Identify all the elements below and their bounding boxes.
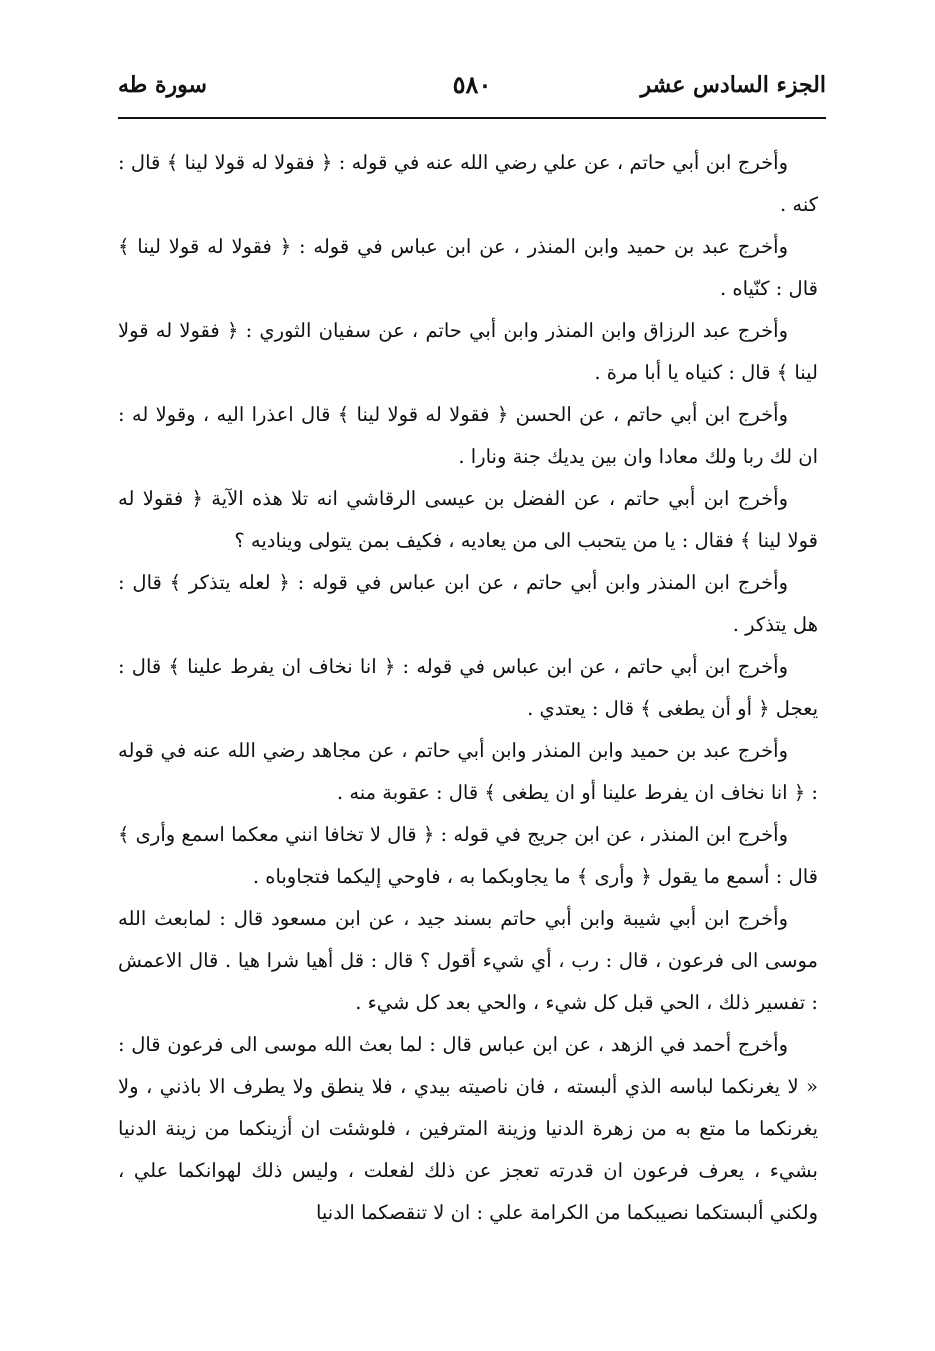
paragraph: وأخرج عبد بن حميد وابن المنذر وابن أبي حاتم ، عن مجاهد رضي الله عنه في قوله : ﴿ انا نخاف ان يفرط علينا أو ان يطغى ﴾ قال : عقوبة منه . — [118, 739, 818, 804]
paragraph: وأخرج ابن أبي شيبة وابن أبي حاتم بسند جيد ، عن ابن مسعود قال : لمابعث الله موسى الى فرعون ، قال : رب ، أي شيء أقول ؟ قال : قل أهيا شرا هيا . قال الاعمش : تفسير ذلك ، الحي قبل كل شيء ، والحي بعد كل شيء . — [118, 907, 818, 1014]
page-number: ٥٨٠ — [452, 70, 492, 99]
paragraph: وأخرج ابن أبي حاتم ، عن الفضل بن عيسى الرقاشي انه تلا هذه الآية ﴿ فقولا له قولا لينا ﴾ فقال : يا من يتحبب الى من يعاديه ، فكيف بمن يتولى ويناديه ؟ — [118, 487, 818, 552]
paragraph: وأخرج عبد الرزاق وابن المنذر وابن أبي حاتم ، عن سفيان الثوري : ﴿ فقولا له قولا لينا ﴾ قال : كنياه يا أبا مرة . — [118, 319, 818, 384]
part-title: الجزء السادس عشر — [640, 72, 826, 98]
page-header — [118, 70, 826, 110]
paragraph: وأخرج ابن المنذر ، عن ابن جريج في قوله : ﴿ قال لا تخافا انني معكما اسمع وأرى ﴾ قال : أسمع ما يقول ﴿ وأرى ﴾ ما يجاوبكما به ، فاوحي إليكما فتجاوباه . — [118, 823, 818, 888]
paragraph: وأخرج ابن أبي حاتم ، عن ابن عباس في قوله : ﴿ انا نخاف ان يفرط علينا ﴾ قال : يعجل ﴿ أو أن يطغى ﴾ قال : يعتدي . — [118, 655, 818, 720]
paragraph: وأخرج ابن أبي حاتم ، عن علي رضي الله عنه في قوله : ﴿ فقولا له قولا لينا ﴾ قال : كنه . — [118, 151, 818, 216]
paragraph: وأخرج أحمد في الزهد ، عن ابن عباس قال : لما بعث الله موسى الى فرعون قال : « لا يغرنكما لباسه الذي ألبسته ، فان ناصيته بيدي ، فلا ينطق ولا يطرف الا باذني ، ولا يغرنكما ما متع به من زهرة الدنيا وزينة المترفين ، فلوشئت ان أزينكما من زينة الدنيا بشيء ، يعرف فرعون ان قدرته تعجز عن ذلك لفعلت ، وليس ذلك لهوانكما علي ، ولكني ألبستكما نصيبكما من الكرامة علي : ان لا تنقصكما الدنيا — [118, 1033, 818, 1224]
page-body — [118, 142, 818, 1234]
header-divider — [118, 117, 826, 119]
surah-title: سورة طه — [118, 72, 207, 98]
paragraph: وأخرج ابن أبي حاتم ، عن الحسن ﴿ فقولا له قولا لينا ﴾ قال اعذرا اليه ، وقولا له : ان لك ربا ولك معادا وان بين يديك جنة ونارا . — [118, 403, 818, 468]
paragraph: وأخرج عبد بن حميد وابن المنذر ، عن ابن عباس في قوله : ﴿ فقولا له قولا لينا ﴾ قال : كنّياه . — [118, 235, 818, 300]
paragraph: وأخرج ابن المنذر وابن أبي حاتم ، عن ابن عباس في قوله : ﴿ لعله يتذكر ﴾ قال : هل يتذكر . — [118, 571, 818, 636]
